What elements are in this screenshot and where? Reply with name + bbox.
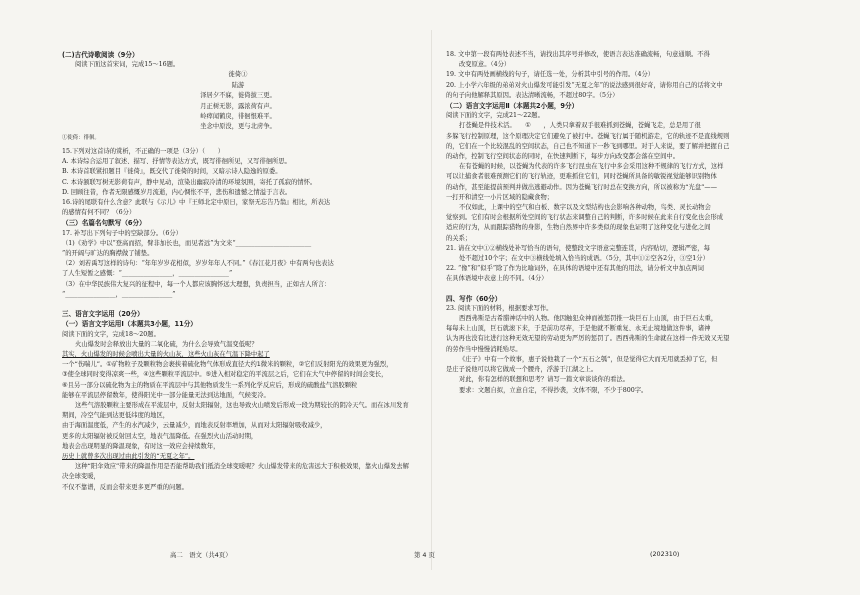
question-16: 16.诗的尾联有什么含意？此联与《示儿》中『王师北定中原日，家祭无忘告乃翁』相比，所表达 bbox=[62, 199, 331, 207]
footer-course: 高二 语文（共4页） bbox=[170, 551, 232, 559]
poem-author: 陆游 bbox=[231, 81, 245, 89]
poetry-section-title: (二)古代诗歌阅读（9分） bbox=[62, 51, 139, 59]
q15-option-c: C. 本诗颔联写树无影荷有声，静中见动，渲染出幽寂冷清的环境氛围，寄托了孤寂的情怀。 bbox=[62, 178, 317, 186]
passage-2-paragraph-3: 不仅如此，上课中的空气和白板、数字以及文型结构也会影响各种动物，鸟类、灵长动物会 觉察到。它们有时会根据所处空间的飞行状态来调整自己的判断，许多时候在此来自行变化也会形成 适应的行为，从而跟踪猎物的身影，生物自然界中许多类似的现象也证明了这种变化与进化之间 的关系； bbox=[446, 204, 724, 242]
left-column bbox=[62, 50, 414, 493]
right-column bbox=[446, 50, 792, 396]
q15-option-a: A. 本诗综合运用了叙述、描写、抒情等表达方式，既写徘徊所见，又写徘徊所思。 bbox=[62, 158, 291, 166]
passage-paragraph-1: 火山爆发时会释放出大量的二氧化硫，为什么会导致气温变低呢？ 其实，火山爆发的时候会喷出大量的火山灰，这些火山灰在气温下降中起了 一个“伤喘儿”。①矿物粒子及颗粒物会裹挟着硫化物气体形成直径大约1微米的颗粒，②它们反射阳光的效果更为强烈， ③使全球同时变得凉爽一些，④这些颗粒平流层中。⑤进入相对稳定的平流层之后，它们在大气中停留的时间会变长， ⑥且另一部分以硫化物为主的物质在平流层中与其他物质发生一系列化学反应后，形成的硫酸盐气溶胶颗粒 能够在平流层停留数年，使得阳光中一部分能量无法到达地面，气候变冷。 bbox=[62, 340, 393, 399]
poem-line: 坐念中原没，更与北虏争。 bbox=[200, 123, 276, 131]
q15-option-d: D. 回顾往昔，作者无限感慨岁月流逝，内心惆怅不平，悲伤和遗憾之情溢于言表。 bbox=[62, 188, 292, 196]
dictation-item-2-cont: 了人生短暂之感慨：“________________，________________” bbox=[62, 270, 233, 278]
question-21: 21. 请在文中①②横线处补写恰当的语句，使整段文字语意完整连贯，内容贴切，逻辑严密，每 处不超过10个字；在文中③横线处填入恰当的成语。（5分，其中①②空各2分，③空1分） bbox=[446, 244, 710, 263]
poem-line: 月正树无影，露浓荷有声。 bbox=[200, 102, 276, 110]
poem-title: 徙倚① bbox=[228, 71, 248, 79]
poetry-intro: 阅读下面这首宋词，完成15～16题。 bbox=[75, 61, 180, 69]
dictation-item-1: （1)《劝学》中以“登高而招，臂非加长也，而见者远”为文来“________________________ bbox=[62, 239, 312, 247]
question-19: 19. 文中有两处画横线的句子，请任选一处，分析其中引号的作用。（4分） bbox=[446, 71, 655, 79]
language-2-sub-title: （二）语言文字运用Ⅱ（本题共2小题，9分） bbox=[446, 102, 579, 111]
question-20: 20. 上小学六年级的弟弟对火山爆发可能引发“无夏之年”的说法感到很好奇，请你用自己的话将文中 的句子向他解释其原因。表达清晰流畅，不超过80字。（5分） bbox=[446, 81, 723, 99]
footer-code: (202310) bbox=[650, 550, 680, 558]
writing-material: 西西弗斯是古希腊神话中的人物。他因触犯众神而被惩罚推一块巨石上山顶，由于巨石太重， 每每未上山顶，巨石就滚下来，于是前功尽弃，于是他就不断重复、永无止境地做这件事，诸神 认为再也没有比进行这种无效无望的劳动更为严厉的惩罚了。西西弗斯的生命就在这样一件无效又无望 的劳作当中慢慢消耗殆尽。 《庄子》中有一个故事，惠子说他栽了一个“五石之瓠”，但是觉得它大而无用就丢掉了它，但 是庄子说他可以将它做成一个腰舟，浮游于江湖之上。 bbox=[446, 315, 730, 374]
poem-line: 岭瘁闻鹤戾，徘徊恨难平。 bbox=[200, 113, 276, 121]
poem-line: 泽居夕不寐，徙倚拔三更。 bbox=[200, 92, 276, 100]
poem-footnote: ①徙倚：徘徊。 bbox=[62, 134, 100, 141]
poem-block bbox=[62, 70, 414, 132]
language-section-title: 三、语言文字运用（20分） bbox=[62, 310, 144, 319]
question-15: 15.下列对这首诗的赏析，不正确的一项是（3分）（ ） bbox=[62, 148, 224, 156]
question-16-cont: 的感情有何不同？（6分） bbox=[62, 209, 136, 217]
passage-paragraph-2: 这些气溶胶颗粒主要形成在平流层中，反射太阳辐射，这也导致火山喷发后形成一段为期较长的阴冷天气。而在冰川发育期间，冷空气能到达更低纬度的地区， 由于海面温度低，产生的水汽减少，云量减少，而地表反射率增加，从而对太阳辐射吸收减少， 更多的太阳辐射被反射回太空，地表气温降低。在强烈火山活动时期， 地表会出现明显的降温现象，有时这一效应会持续数年， 历史上就曾多次出现过由此引发的“无夏之年”。 bbox=[62, 401, 409, 460]
question-22: 22. “像”和“似乎”除了作为比喻词外，在具体的语境中还有其他的用法，请分析文中加点两词 在具体语境中表意上的不同。（4分） bbox=[446, 265, 704, 283]
question-23: 23. 阅读下面的材料，根据要求写作。 bbox=[446, 304, 553, 312]
footer-page-number: 第 4 页 bbox=[414, 551, 435, 559]
page-fold bbox=[431, 30, 432, 570]
language-intro: 阅读下面的文字，完成18～20题。 bbox=[62, 330, 160, 338]
dictation-item-3: （3）在中华民族伟大复兴的征程中，每一个人都应该胸怀远大理想，负责担当，正如古人所言： bbox=[62, 280, 331, 288]
question-17: 17. 补写出下列句子中的空缺部分。（6分） bbox=[62, 229, 182, 237]
question-18: 18. 文中第一段有两处表述不当，请找出其序号并修改，使语言表达准确流畅，句意通顺。不得 改变原意。（4分） bbox=[446, 51, 710, 69]
language-2-intro: 阅读下面的文字，完成21～22题。 bbox=[446, 112, 544, 120]
writing-task: 对此，你有怎样的联想和思考？请写一篇文章谈谈你的看法。 bbox=[459, 376, 630, 384]
language-sub-title: （一）语言文字运用Ⅰ（本题共3小题，11分） bbox=[62, 320, 197, 329]
writing-requirement: 要求：文题自拟，立意自定，不得抄袭，文体不限，不少于800字。 bbox=[459, 386, 648, 394]
dictation-item-2: （2）刘若禹写这样的诗句：“年年岁岁花相似，岁岁年年人不同。”《春江花月夜》中有两句也表达 bbox=[62, 260, 334, 268]
writing-section-title: 四、写作（60分） bbox=[446, 294, 502, 303]
dictation-item-3-cont: “________________，________________” bbox=[62, 290, 176, 298]
dictation-section-title: （三）名篇名句默写（6分） bbox=[62, 219, 146, 228]
passage-2-paragraph-1: 打苍蝇是件技术活。 ① ，人类只拿着双手很难抓到苍蝇，苍蝇飞走，总是用了很 多躲飞行控制原理，这个原理决定它们避免了被打中。苍蝇飞行属于随机游走，它的轨迹不是直线规则 的，它们在一个比较混乱的空间状态，自己也不知道下一秒飞到哪里。对于人来说，要了解并把握自己 的动作，控制飞行空间状态的同时，在快速判断下，每步方向改变都会落在空间中。 bbox=[446, 122, 730, 161]
q15-option-b: B. 本诗首联紧扣题目『徙倚』，既交代了徙倚的时间，又暗示诗人隐逸的原委。 bbox=[62, 168, 282, 176]
dictation-item-1-cont: ”的开阔与旷达的胸襟做了铺垫。 bbox=[62, 250, 154, 258]
passage-2-paragraph-2: 在有苍蝇的时候，以苍蝇为代表的许多飞行昆虫在飞行中多会采用这种不规律的飞行方式，这样 可以让捕食者很难预测它们的飞行轨迹，更难抓住它们，同时苍蝇所具备的敏锐视觉能够识别物体 的动作，甚至能提前预判并做出逃避动作。因为苍蝇飞行时总在变换方向，所以被称为“光盘”—— 一打开和清空一小片区域的隐藏食物； bbox=[446, 163, 724, 201]
passage-paragraph-3: 这种“阳伞效应”带来的降温作用是否能帮助我们抵消全球变暖呢？火山爆发带来的危害远大于积极效果，靠火山爆发去解决全球变暖， 不仅不靠谱，反而会带来更多更严重的问题。 bbox=[62, 463, 409, 491]
